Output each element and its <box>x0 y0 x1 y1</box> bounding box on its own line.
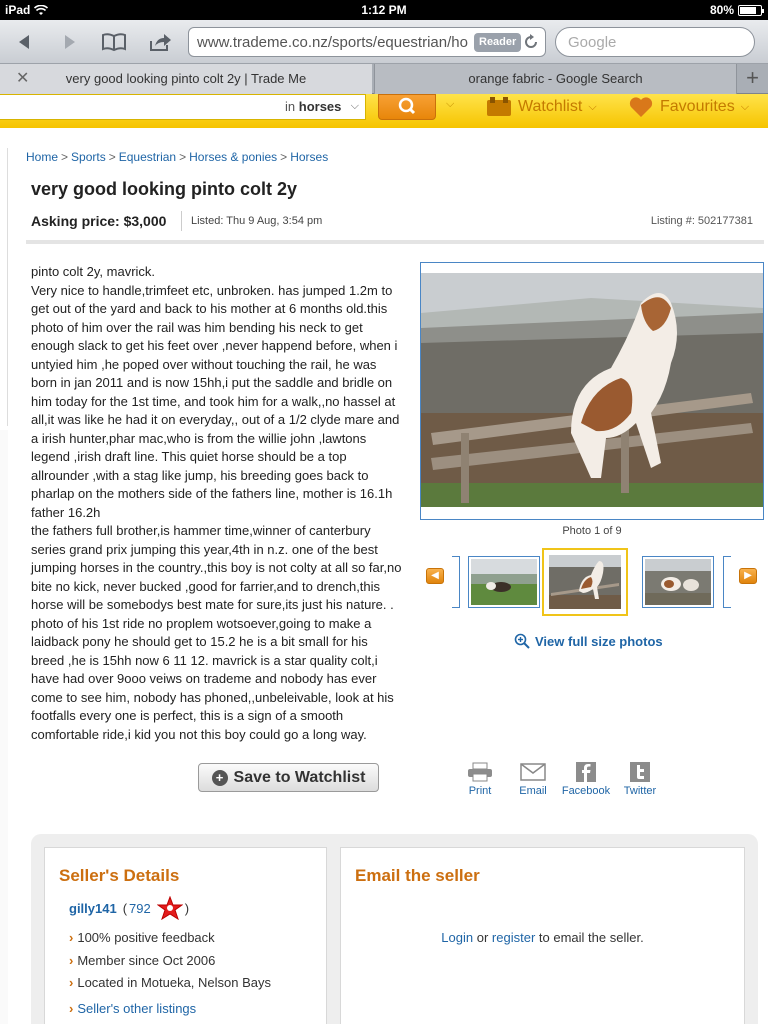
watchlist-icon <box>486 96 512 118</box>
seller-other-listings-link[interactable] <box>69 1001 196 1016</box>
search-scope[interactable] <box>285 99 341 114</box>
divider <box>26 240 764 244</box>
description-paragraph: pinto colt 2y, mavrick. <box>31 264 156 279</box>
feedback-open-paren: ( <box>122 900 128 916</box>
tab-google[interactable] <box>374 64 736 94</box>
heart-icon <box>628 96 654 118</box>
feedback-close-paren: ) <box>184 900 190 916</box>
tab-bar <box>0 64 768 94</box>
chevron-right-icon: › <box>69 975 74 990</box>
view-full-size-link[interactable] <box>514 633 663 649</box>
facebook-icon <box>575 762 597 782</box>
favourites-link[interactable] <box>628 96 749 118</box>
chevron-right-icon: › <box>69 930 74 945</box>
save-to-watchlist-button[interactable] <box>198 763 379 792</box>
forward-arrow-icon <box>61 33 79 51</box>
thumbnail-image <box>471 559 537 605</box>
view-full-size-label: View full size photos <box>535 633 663 649</box>
list-item <box>69 930 271 953</box>
email-label: Email <box>519 785 547 797</box>
new-tab-button[interactable]: + <box>736 64 768 94</box>
description-paragraph: the fathers full brother,is hammer time,winner of canterbury series grand prix jumping this year,4th in n.z. one of the best jumping horses in the country.,this boy is not colty at all so far,no bite no kick, never bucked ,good for farrier,and to drench,this horse will be somebodys best mate for sure,its just his nature. . photo of his 1st ride no proplem wotsoever,going to make a laidback pony he should get to 15.2 he is a bit small for his breed ,he is 15hh now 6 11 12. mavrick is a star quality colt,i have had over 9ooo veiws on trademe and nobody has ever come to see him, nobody has phoned,,unbeleivable, look at his footfalls every one is perfect, this is a sign of a smooth comfortable ride,i kid you not this boy could go a long way. <box>31 523 402 742</box>
breadcrumb-separator: > <box>280 150 288 164</box>
zoom-icon <box>514 633 530 649</box>
breadcrumb-horses-ponies[interactable]: Horses & ponies <box>189 150 278 164</box>
seller-feedback-text: 100% positive feedback <box>77 930 215 945</box>
seller-location: Located in Motueka, Nelson Bays <box>77 975 272 990</box>
watchlist-label: Watchlist <box>518 98 583 115</box>
thumbnail[interactable] <box>642 556 714 608</box>
email-seller-suffix: to email the seller. <box>538 930 644 945</box>
breadcrumb-equestrian[interactable]: Equestrian <box>118 150 177 164</box>
seller-other-listings-label: Seller's other listings <box>77 1001 197 1016</box>
forward-button[interactable] <box>56 29 84 55</box>
clock: 1:12 PM <box>361 3 407 17</box>
watchlist-link[interactable] <box>486 96 597 118</box>
thumbnail-partial[interactable] <box>452 556 460 608</box>
battery-icon <box>738 5 762 16</box>
print-label: Print <box>468 785 492 797</box>
search-field[interactable]: Google <box>555 27 755 57</box>
breadcrumb-horses[interactable]: Horses <box>290 150 329 164</box>
seller-member-since: Member since Oct 2006 <box>77 952 216 968</box>
next-photo-button[interactable] <box>739 568 757 584</box>
chevron-left-icon: ◀ <box>431 570 439 581</box>
reload-icon[interactable] <box>522 33 540 51</box>
price-row <box>31 213 753 233</box>
seller-details-heading: Seller's Details <box>59 866 180 885</box>
twitter-link[interactable] <box>610 762 670 797</box>
page-edge <box>0 148 8 426</box>
search-scope-value: horses <box>298 99 342 114</box>
share-button[interactable] <box>146 29 174 55</box>
chevron-right-icon: › <box>69 952 74 968</box>
tab-title: orange fabric - Google Search <box>468 71 643 86</box>
breadcrumb-separator: > <box>61 150 69 164</box>
search-button[interactable] <box>378 94 436 120</box>
back-arrow-icon <box>15 33 33 51</box>
site-search-input[interactable] <box>0 94 366 120</box>
breadcrumb-separator: > <box>179 150 187 164</box>
previous-photo-button[interactable] <box>426 568 444 584</box>
chevron-down-icon: ⌵ <box>588 100 597 113</box>
page-title: very good looking pinto colt 2y <box>31 179 298 199</box>
breadcrumb <box>26 150 328 164</box>
printer-icon <box>467 762 493 782</box>
list-item <box>69 953 271 976</box>
twitter-icon <box>629 762 651 782</box>
chevron-down-icon: ⌵ <box>350 100 359 112</box>
email-seller-prompt <box>341 930 744 945</box>
device-name: iPad <box>5 3 31 17</box>
battery-percent: 80% <box>709 3 734 17</box>
share-arrow-icon <box>148 32 172 52</box>
seller-details-list <box>69 930 271 998</box>
description-paragraph: Very nice to handle,trimfeet etc, unbroken. has jumped 1.2m to get out of the yard and back to his mother at 6 months old.this photo of him over the rail was him bending his neck to get enough slack to get his feet over ,never happend before, when i untyied him ,he poped over without touching the rail, he was born in jan 2011 and is now 15hh,i put the saddle and bridle on him today for the 1st time, and took him for a walk,,no hassel at all,it was like he had it on everyday,, out of a 1/2 clyde mare and a irish hunter,phar mac,who is from the willie john ,lawtons legend ,irish draft line. This quiet horse should be a top allrounder ,with a stag like jump, his breeding goes back to pharlap on the mothers side of the fathers line, mother is 16.1h father 16.2h <box>31 282 400 520</box>
login-link[interactable]: Login <box>441 930 474 945</box>
search-scope-prefix: in <box>285 99 296 114</box>
listed-date: Listed: Thu 9 Aug, 3:54 pm <box>191 215 323 227</box>
email-seller-box <box>340 847 745 1024</box>
main-photo[interactable] <box>420 262 764 520</box>
thumbnail[interactable] <box>468 556 540 608</box>
tab-trademe[interactable] <box>0 64 372 94</box>
register-link[interactable]: register <box>491 930 536 945</box>
plus-icon: + <box>212 770 228 786</box>
chevron-down-icon[interactable]: ⌵ <box>446 98 455 110</box>
status-bar <box>0 0 768 20</box>
twitter-label: Twitter <box>623 785 657 797</box>
facebook-label: Facebook <box>561 785 611 797</box>
search-icon <box>379 95 437 119</box>
facebook-link[interactable] <box>556 762 616 797</box>
thumbnail-image <box>645 559 711 605</box>
chevron-right-icon: ▶ <box>744 570 752 581</box>
browser-toolbar <box>0 20 768 64</box>
seller-username-link[interactable]: gilly141 <box>69 900 117 916</box>
email-link[interactable] <box>503 762 563 797</box>
book-icon <box>101 32 127 52</box>
star-rating-icon <box>157 896 183 920</box>
reader-button[interactable]: Reader <box>474 33 521 52</box>
email-seller-heading: Email the seller <box>355 866 480 885</box>
asking-price: Asking price: $3,000 <box>31 213 167 229</box>
thumbnail-image <box>549 555 621 609</box>
battery-fill <box>740 7 756 14</box>
photo-thumbnails <box>420 548 764 616</box>
bookmarks-button[interactable] <box>100 29 128 55</box>
site-header <box>0 94 768 128</box>
thumbnail-selected[interactable] <box>542 548 628 616</box>
chevron-right-icon: › <box>69 1001 74 1016</box>
seller-details-box <box>44 847 327 1024</box>
favourites-label: Favourites <box>660 98 735 115</box>
page-edge <box>0 430 8 1024</box>
print-link[interactable] <box>450 762 510 797</box>
list-item <box>69 975 271 998</box>
seller-identity <box>69 896 189 920</box>
status-right <box>710 3 762 17</box>
feedback-count-link[interactable]: 792 <box>129 900 151 916</box>
chevron-down-icon: ⌵ <box>740 100 750 113</box>
breadcrumb-sports[interactable]: Sports <box>71 150 106 164</box>
tab-title: very good looking pinto colt 2y | Trade Me <box>65 71 307 86</box>
back-button[interactable] <box>10 29 38 55</box>
photo-caption: Photo 1 of 9 <box>562 525 622 537</box>
listing-number: Listing #: 502177381 <box>650 215 753 227</box>
save-to-watchlist-label: Save to Watchlist <box>233 768 366 786</box>
thumbnail-partial[interactable] <box>723 556 731 608</box>
breadcrumb-home[interactable]: Home <box>26 150 59 164</box>
horse-photo <box>421 273 763 507</box>
breadcrumb-separator: > <box>108 150 116 164</box>
url-text: www.trademe.co.nz/sports/equestrian/ho <box>197 34 468 51</box>
close-icon[interactable]: ✕ <box>16 70 30 87</box>
envelope-icon <box>520 762 546 782</box>
address-bar[interactable] <box>188 27 546 57</box>
or-text: or <box>476 930 489 945</box>
divider <box>181 211 182 231</box>
